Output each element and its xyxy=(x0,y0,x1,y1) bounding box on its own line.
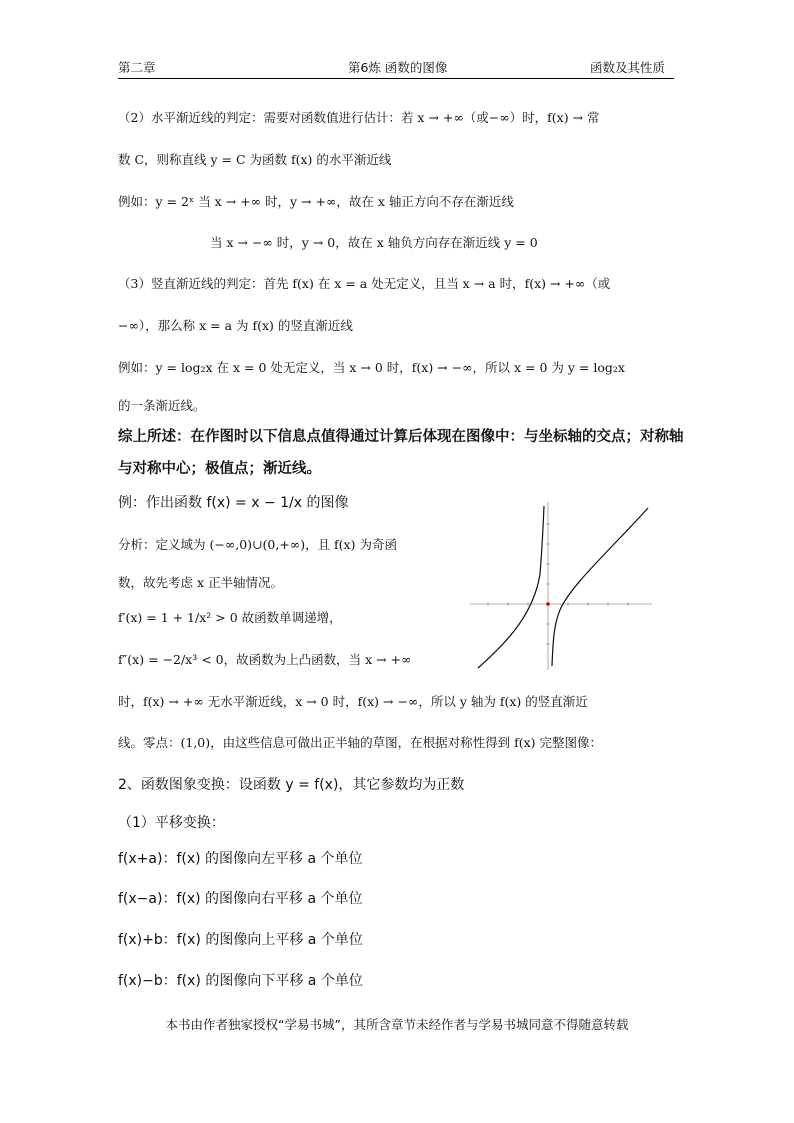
copyright-footer: 本书由作者独家授权“学易书城”，其所含章节未经作者与学易书城同意不得随意转载 xyxy=(165,1017,629,1032)
curve-left-branch xyxy=(478,506,544,668)
text-line: −∞），那么称 x = a 为 f(x) 的竖直渐近线 xyxy=(118,318,353,333)
text-line: 当 x → −∞ 时，y → 0，故在 x 轴负方向存在渐近线 y = 0 xyxy=(210,235,538,250)
text-line: （3）竖直渐近线的判定：首先 f(x) 在 x = a 处无定义，且当 x → a 时，f(x) → +∞（或 xyxy=(118,276,611,291)
section-heading: 2、函数图象变换：设函数 y = f(x)，其它参数均为正数 xyxy=(118,777,465,793)
header-divider xyxy=(118,78,674,79)
text-line: 例如：y = 2ˣ 当 x → +∞ 时，y → +∞，故在 x 轴正方向不存在渐近线 xyxy=(118,194,514,209)
example-line: 例：作出函数 f(x) = x − 1/x 的图像 xyxy=(118,495,349,511)
text-line: 线。零点：(1,0)，由这些信息可做出正半轴的草图，在根据对称性得到 f(x) 完整图像： xyxy=(118,735,603,750)
function-graph xyxy=(470,500,654,672)
origin-point xyxy=(546,602,550,606)
text-line: 时，f(x) → +∞ 无水平渐近线，x → 0 时，f(x) → −∞，所以 y 轴为 f(x) 的竖直渐近 xyxy=(118,694,588,709)
text-line: 数 C，则称直线 y = C 为函数 f(x) 的水平渐近线 xyxy=(118,152,392,167)
header-topic: 函数及其性质 xyxy=(590,60,666,75)
shift-rule: f(x−a)：f(x) 的图像向右平移 a 个单位 xyxy=(118,891,363,907)
shift-rule: f(x)−b：f(x) 的图像向下平移 a 个单位 xyxy=(118,973,363,989)
text-line: 例如：y = log₂x 在 x = 0 处无定义，当 x → 0 时，f(x) → −∞，所以 x = 0 为 y = log₂x xyxy=(118,360,625,375)
header-lesson-title: 第6炼 函数的图像 xyxy=(348,60,448,75)
text-line: （2）水平渐近线的判定：需要对函数值进行估计：若 x → +∞（或−∞）时，f(x) → 常 xyxy=(118,110,600,125)
text-line: f″(x) = −2/x³ < 0，故函数为上凸函数，当 x → +∞ xyxy=(118,652,412,667)
subsection-heading: （1）平移变换： xyxy=(118,815,225,831)
curve-right-branch xyxy=(552,508,648,666)
shift-rule: f(x+a)：f(x) 的图像向左平移 a 个单位 xyxy=(118,851,363,867)
shift-rule: f(x)+b：f(x) 的图像向上平移 a 个单位 xyxy=(118,932,363,948)
summary-line: 综上所述：在作图时以下信息点值得通过计算后体现在图像中：与坐标轴的交点；对称轴 xyxy=(118,429,684,445)
text-line: 分析：定义域为 (−∞,0)∪(0,+∞)，且 f(x) 为奇函 xyxy=(118,537,397,552)
text-line: 的一条渐近线。 xyxy=(118,398,206,413)
header-chapter: 第二章 xyxy=(118,60,156,75)
summary-line: 与对称中心；极值点；渐近线。 xyxy=(118,461,321,477)
text-line: f′(x) = 1 + 1/x² > 0 故函数单调递增， xyxy=(118,610,342,625)
text-line: 数，故先考虑 x 正半轴情况。 xyxy=(118,575,283,590)
